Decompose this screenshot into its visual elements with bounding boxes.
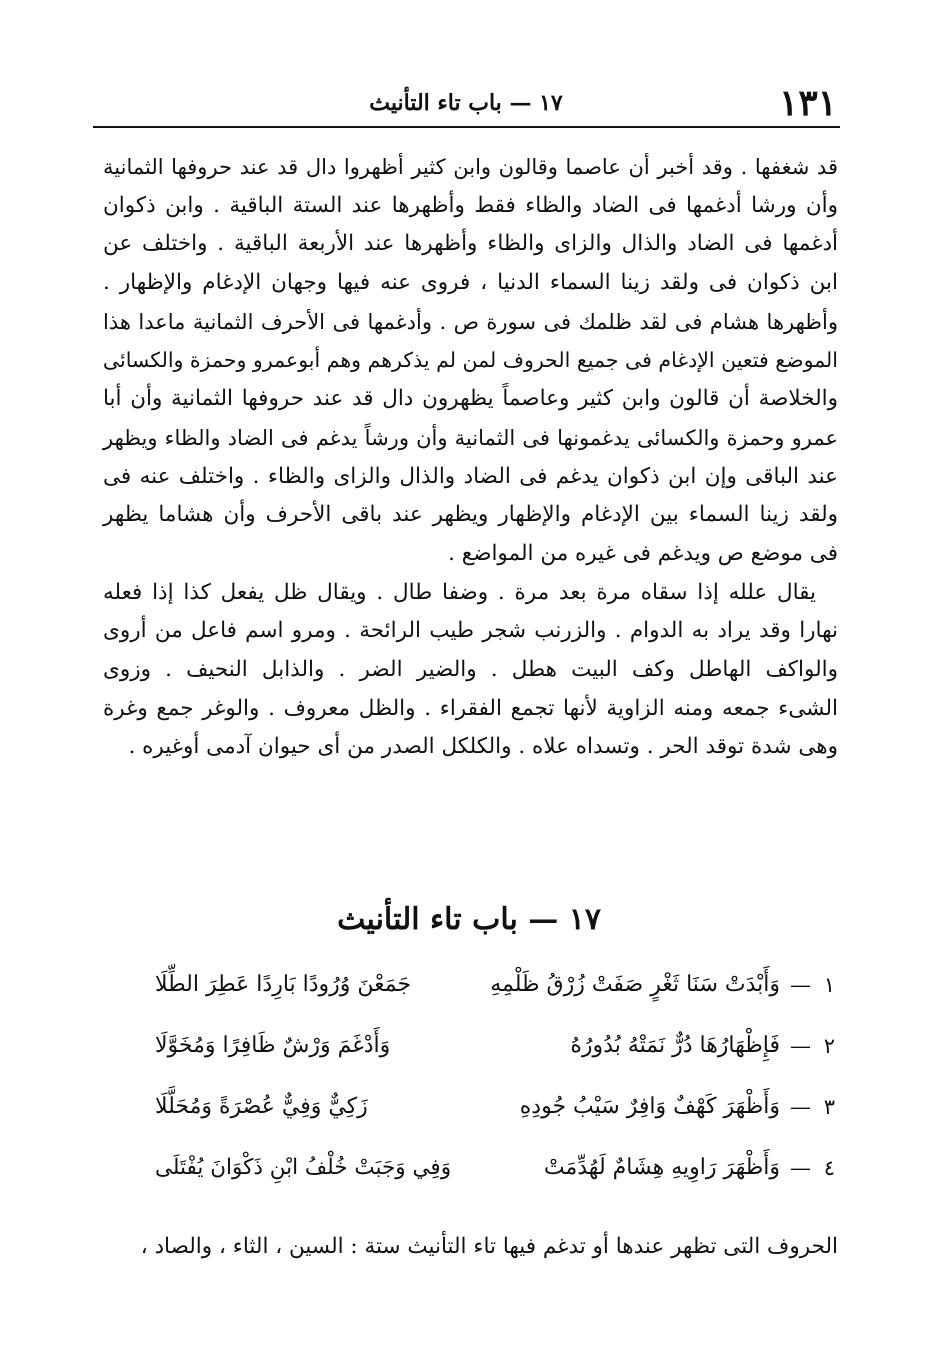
verse-dash: —	[790, 1095, 811, 1119]
page-header	[95, 82, 837, 124]
text-line: عمرو وحمزة والكسائى يدغمونها فى الثمانية وأن ورشاً يدغم فى الضاد والظاء ويظهر	[103, 425, 838, 450]
verse-dash: —	[790, 1034, 811, 1058]
verse-first-hemistich: وَأَبْدَتْ سَنَا ثَغْرٍ صَفَتْ زُرْقُ ظَلْمِهِ	[490, 972, 780, 997]
text-line: الشىء جمعه ومنه الزاوية لأنها تجمع الفقراء . والظل معروف . والوغر جمع وغرة	[103, 695, 838, 721]
text-line: قد شغفها . وقد أخبر أن عاصما وقالون وابن كثير أظهروا دال قد عند حروفها الثمانية	[103, 155, 838, 179]
text-line: وأظهرها هشام فى لقد ظلمك فى سورة ص . وأدغمها فى الأحرف الثمانية ماعدا هذا	[103, 309, 838, 334]
verse-block	[155, 963, 835, 1207]
section-heading: ١٧ — باب تاء التأنيث	[337, 902, 601, 937]
verse-first-hemistich: وَأَظْهَرَ كَهْفٌ وَافِرٌ سَيْبُ جُودِهِ	[519, 1094, 780, 1119]
verse-row	[155, 1085, 835, 1146]
verse-dash: —	[790, 973, 811, 997]
text-line: فى موضع ص ويدغم فى غيره من المواضع .	[448, 540, 838, 566]
page-number: ١٣١	[778, 82, 837, 124]
verse-number: ٣	[823, 1095, 835, 1119]
verse-number: ٤	[823, 1156, 835, 1180]
header-rule	[93, 126, 840, 128]
paragraph-first-line: يقال علله إذا سقاه مرة بعد مرة . وضفا طال . ويقال ظل يفعل كذا إذا فعله	[103, 579, 816, 605]
verse-first-hemistich: فَإِظْهَارُهَا دُرٌّ نَمَتْهُ بُدُورُهُ	[570, 1033, 780, 1058]
verse-dash: —	[790, 1156, 811, 1180]
text-line: أدغمها فى الضاد والذال والزاى والظاء وأظهرها عند الأربعة الباقية . واختلف عن	[103, 231, 838, 257]
verse-second-hemistich: جَمَعْنَ وُرُودًا بَارِدًا عَطِرَ الطِّلَا	[155, 972, 412, 997]
text-line: ولقد زينا السماء بين الإدغام والإظهار ويظهر عند باقى الأحرف وأن هشاما يظهر	[103, 502, 838, 528]
verse-row	[155, 1146, 835, 1207]
verse-number: ٢	[823, 1034, 835, 1058]
verse-second-hemistich: وَفِي وَجَبَتْ خُلْفُ ابْنِ ذَكْوَانَ يُفْتَلَى	[155, 1155, 452, 1180]
running-head: ١٧ — باب تاء التأنيث	[369, 90, 563, 116]
continuation-line: الحروف التى تظهر عندها أو تدغم فيها تاء التأنيث ستة : السين ، الثاء ، والصاد ،	[140, 1234, 838, 1259]
text-line: ابن ذكوان فى ولقد زينا السماء الدنيا ، فروى عنه فيها وجهان الإدغام والإظهار .	[103, 270, 838, 296]
text-line: عند الباقى وإن ابن ذكوان يدغم فى الضاد والذال والزاى والظاء . واختلف عنه فى	[103, 463, 838, 489]
verse-row	[155, 963, 835, 1024]
verse-row	[155, 1024, 835, 1085]
verse-second-hemistich: وَأَدْغَمَ وَرْشٌ ظَافِرًا وَمُخَوَّلَا	[155, 1033, 391, 1058]
verse-first-hemistich: وَأَظْهَرَ رَاوِيهِ هِشَامٌ لَهُدِّمَتْ	[543, 1155, 780, 1180]
verse-number: ١	[823, 973, 835, 997]
verse-second-hemistich: زَكِيٌّ وَفِيٌّ عُصْرَةً وَمُحَلَّلَا	[155, 1094, 368, 1119]
body-text	[103, 148, 838, 767]
text-line: نهارا وقد يراد به الدوام . والزرنب شجر طيب الرائحة . ومرو اسم فاعل من أروى	[103, 618, 838, 644]
text-line: الموضع فتعين الإدغام فى جميع الحروف لمن لم يذكرهم وهم أبوعمرو وحمزة والكسائى	[102, 348, 838, 373]
text-line: وهى شدة توقد الحر . وتسداه علاه . والكلكل الصدر من أى حيوان آدمى أوغيره .	[128, 734, 838, 760]
text-line: والخلاصة أن قالون وابن كثير وعاصماً يظهرون دال قد عند حروفها الثمانية وأن أبا	[103, 386, 838, 412]
text-line: والواكف الهاطل وكف البيت هطل . والضير الضر . والذابل النحيف . وزوى	[103, 656, 838, 682]
text-line: وأن ورشا أدغمها فى الضاد والظاء فقط وأظهرها عند الستة الباقية . وابن ذكوان	[103, 192, 838, 218]
